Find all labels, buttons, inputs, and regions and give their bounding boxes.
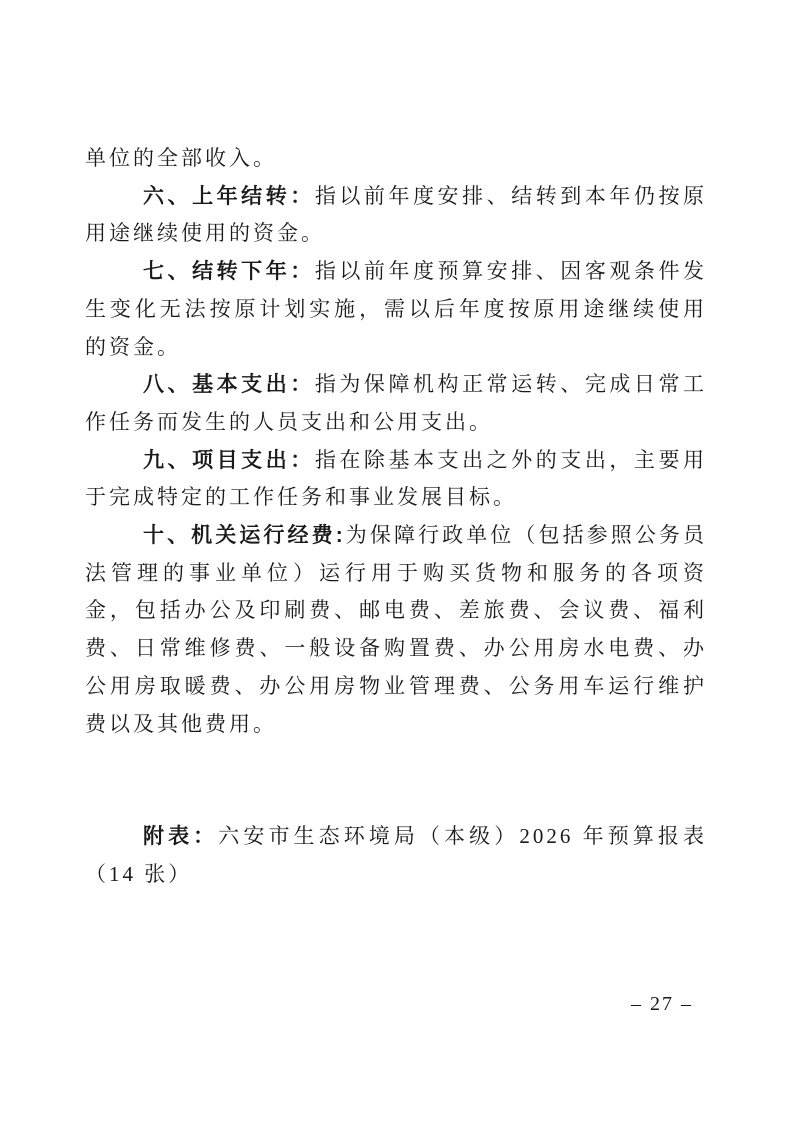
term-heading: 八、基本支出： [143,373,315,397]
term-heading: 九、项目支出： [143,448,315,472]
term-definition: 指在除基本支出之外的支出，主要用于完成特定的工作任务和事业发展目标。 [85,447,708,510]
document-body [85,140,707,894]
paragraph-income-continued [85,140,707,178]
term-carryover-to-next-year [85,253,707,366]
vertical-gap [85,743,707,818]
paragraph-text: 单位的全部收入。 [85,146,277,170]
term-definition: 为保障行政单位（包括参照公务员法管理的事业单位）运行用于购买货物和服务的各项资金，包括办公及印刷费、邮电费、差旅费、会议费、福利费、日常维修费、一般设备购置费、办公用房水电费、办公用房取暖费、办公用房物业管理费、公务用车运行维护费以及其他费用。 [85,523,708,736]
term-basic-expenditure [85,366,707,441]
attachment-text: 六安市生态环境局（本级）2026 年预算报表（14 张） [85,824,708,886]
term-heading: 六、上年结转： [143,184,315,208]
term-project-expenditure [85,442,707,517]
term-heading: 十、机关运行经费: [143,524,346,548]
term-agency-operating-funds [85,517,707,743]
term-carryover-from-last-year [85,178,707,253]
term-heading: 七、结转下年： [143,260,315,284]
term-definition: 指以前年度安排、结转到本年仍按原用途继续使用的资金。 [85,183,708,246]
attachment-note [85,818,707,893]
term-definition: 指为保障机构正常运转、完成日常工作任务而发生的人员支出和公用支出。 [85,372,708,434]
page-number: – 27 – [631,993,693,1015]
term-definition: 指以前年度预算安排、因客观条件发生变化无法按原计划实施，需以后年度按原用途继续使用的资金。 [85,259,708,359]
attachment-label: 附表： [143,825,219,849]
